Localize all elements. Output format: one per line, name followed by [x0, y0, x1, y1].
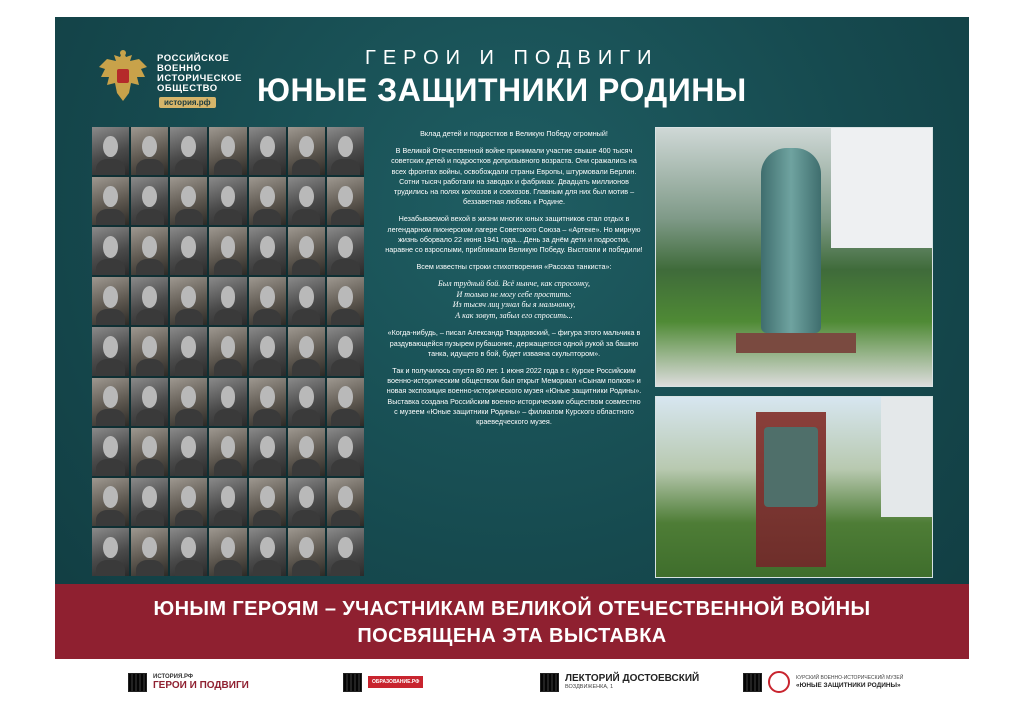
portrait-photo	[209, 127, 246, 175]
portrait-photo	[288, 127, 325, 175]
body-paragraph: В Великой Отечественной войне принимали участие свыше 400 тысяч советских детей и подростков допризывного возраста. Они сражались на всех фронтах войны, освобождали страны Европы, штурмовали Берлин. Сотни тысяч работали на заводах и фабриках. Двадцать миллионов трудились на полях колхозов и совхозов. Главным для них был мотив – беззаветная любовь к Родине.	[391, 146, 637, 207]
org-name-line: ИСТОРИЧЕСКОЕ	[157, 73, 242, 84]
org-name-line: ВОЕННО	[157, 63, 202, 74]
dedication-line: ПОСВЯЩЕНА ЭТА ВЫСТАВКА	[357, 625, 667, 647]
partner-heroes-site: ИСТОРИЯ.РФ	[153, 673, 194, 680]
portrait-photo	[170, 478, 207, 526]
portrait-photo	[249, 127, 286, 175]
portrait-photo	[288, 327, 325, 375]
portrait-photo	[209, 428, 246, 476]
portrait-photo	[209, 528, 246, 576]
portrait-photo	[170, 378, 207, 426]
portrait-photo	[327, 277, 364, 325]
poem-quote	[385, 279, 643, 321]
portrait-photo	[327, 378, 364, 426]
portrait-photo	[249, 327, 286, 375]
partner-heroes	[128, 669, 249, 695]
double-headed-eagle-logo-icon	[95, 47, 151, 109]
partners-footer	[0, 665, 1024, 705]
portrait-photo	[327, 478, 364, 526]
partner-lectorium-name: ЛЕКТОРИЙ ДОСТОЕВСКИЙ	[565, 673, 700, 684]
building-shape	[881, 397, 932, 517]
portrait-photo	[288, 428, 325, 476]
poem-line: А как зовут, забыл его спросить...	[455, 310, 573, 320]
portrait-photo	[170, 127, 207, 175]
poster-subtitle: ГЕРОИ И ПОДВИГИ	[365, 47, 659, 69]
relief-shape	[764, 427, 818, 507]
portrait-photo	[249, 428, 286, 476]
flower-bed-shape	[736, 333, 856, 353]
portrait-photo	[288, 277, 325, 325]
dedication-banner	[55, 584, 969, 659]
portrait-photo	[327, 528, 364, 576]
dedication-line: ЮНЫМ ГЕРОЯМ – УЧАСТНИКАМ ВЕЛИКОЙ ОТЕЧЕСТВЕННОЙ ВОЙНЫ	[153, 598, 871, 620]
portrait-photo	[92, 127, 129, 175]
portrait-photo	[209, 327, 246, 375]
portrait-photo	[327, 177, 364, 225]
portrait-photo	[249, 528, 286, 576]
portrait-photo	[327, 428, 364, 476]
portrait-photo	[209, 177, 246, 225]
qr-code-icon	[343, 673, 362, 692]
exhibition-poster	[55, 17, 969, 659]
portrait-photo	[249, 478, 286, 526]
portrait-photo	[288, 227, 325, 275]
qr-code-icon	[540, 673, 559, 692]
qr-code-icon	[128, 673, 147, 692]
partner-lectorium-address: ВОЗДВИЖЕНКА, 1	[565, 684, 614, 690]
org-name-line: РОССИЙСКОЕ	[157, 53, 230, 64]
portrait-photo	[92, 277, 129, 325]
org-site-badge: история.рф	[159, 97, 216, 108]
portrait-photo	[170, 528, 207, 576]
portrait-photo	[288, 478, 325, 526]
portrait-photo	[209, 478, 246, 526]
portrait-photo	[288, 528, 325, 576]
portrait-photo	[92, 177, 129, 225]
portrait-photo	[209, 227, 246, 275]
portrait-photo	[249, 378, 286, 426]
portrait-photo	[170, 327, 207, 375]
portrait-photo	[249, 177, 286, 225]
portrait-photo	[92, 378, 129, 426]
museum-emblem-icon	[768, 671, 790, 693]
partner-education	[343, 669, 423, 695]
portrait-photo	[131, 378, 168, 426]
portrait-photo	[288, 177, 325, 225]
org-name	[157, 54, 242, 94]
body-paragraph: Так и получилось спустя 80 лет. 1 июня 2022 года в г. Курске Российским военно-историческим обществом был открыт Мемориал «Сынам полков» и новая экспозиция военно-исторического музея «Юные защитники Родины». Выставка создана Российским военно-историческим обществом совместно с музеем «Юные защитники Родины» – филиалом Курского областного краеведческого музея.	[386, 366, 642, 427]
body-paragraph: Всем известны строки стихотворения «Рассказ танкиста»:	[416, 262, 612, 272]
statue-shape	[761, 148, 821, 333]
body-text	[385, 129, 643, 434]
portrait-photo	[131, 227, 168, 275]
building-shape	[831, 128, 932, 248]
portrait-photo	[92, 327, 129, 375]
partner-heroes-name: ГЕРОИ И ПОДВИГИ	[153, 679, 249, 691]
portrait-photo	[92, 428, 129, 476]
portrait-photo	[131, 127, 168, 175]
qr-code-icon	[743, 673, 762, 692]
dedication-text	[55, 596, 969, 650]
portrait-photo	[170, 177, 207, 225]
partner-museum	[743, 669, 903, 695]
partner-education-logo: ОБРАЗОВАНИЕ.РФ	[368, 676, 423, 688]
portrait-photo	[288, 378, 325, 426]
portrait-photo	[131, 528, 168, 576]
portrait-photo	[170, 428, 207, 476]
partner-lectorium	[540, 669, 699, 695]
portrait-photo	[249, 277, 286, 325]
org-name-line: ОБЩЕСТВО	[157, 83, 218, 94]
partner-museum-caption: КУРСКИЙ ВОЕННО-ИСТОРИЧЕСКИЙ МУЗЕЙ	[796, 675, 904, 681]
poster-title: ЮНЫЕ ЗАЩИТНИКИ РОДИНЫ	[257, 72, 747, 108]
partner-museum-name: «ЮНЫЕ ЗАЩИТНИКИ РОДИНЫ»	[796, 682, 901, 689]
body-paragraph: Вклад детей и подростков в Великую Победу огромный!	[420, 129, 608, 138]
memorial-photo	[655, 396, 933, 578]
portrait-photo	[131, 277, 168, 325]
portrait-photo-grid	[92, 127, 364, 576]
monument-statue-photo	[655, 127, 933, 387]
portrait-photo	[92, 528, 129, 576]
portrait-photo	[327, 327, 364, 375]
portrait-photo	[327, 127, 364, 175]
portrait-photo	[209, 378, 246, 426]
body-paragraph: Незабываемой вехой в жизни многих юных защитников стал отдых в легендарном пионерском лагере Советского Союза – «Артеке». Но мирную жизнь оборвало 22 июня 1941 года... День за днём дети и подростки, наравне со взрослыми, приближали Великую Победу. Выстояли и победили!	[385, 214, 643, 255]
portrait-photo	[327, 227, 364, 275]
portrait-photo	[92, 227, 129, 275]
poem-line: И только не могу себе простить:	[456, 289, 572, 299]
portrait-photo	[92, 478, 129, 526]
portrait-photo	[131, 177, 168, 225]
poem-line: Из тысяч лиц узнал бы я мальчонку,	[452, 300, 576, 310]
body-paragraph: «Когда-нибудь, – писал Александр Твардовский, – фигура этого мальчика в раздувающейся пузырем рубашонке, держащегося одной рукой за башню танка, идущего в бой, будет изваяна скульптором».	[387, 328, 641, 358]
portrait-photo	[170, 277, 207, 325]
portrait-photo	[249, 227, 286, 275]
portrait-photo	[131, 478, 168, 526]
portrait-photo	[170, 227, 207, 275]
poem-line: Был трудный бой. Всё нынче, как спросонку,	[438, 279, 590, 289]
portrait-photo	[209, 277, 246, 325]
portrait-photo	[131, 327, 168, 375]
portrait-photo	[131, 428, 168, 476]
